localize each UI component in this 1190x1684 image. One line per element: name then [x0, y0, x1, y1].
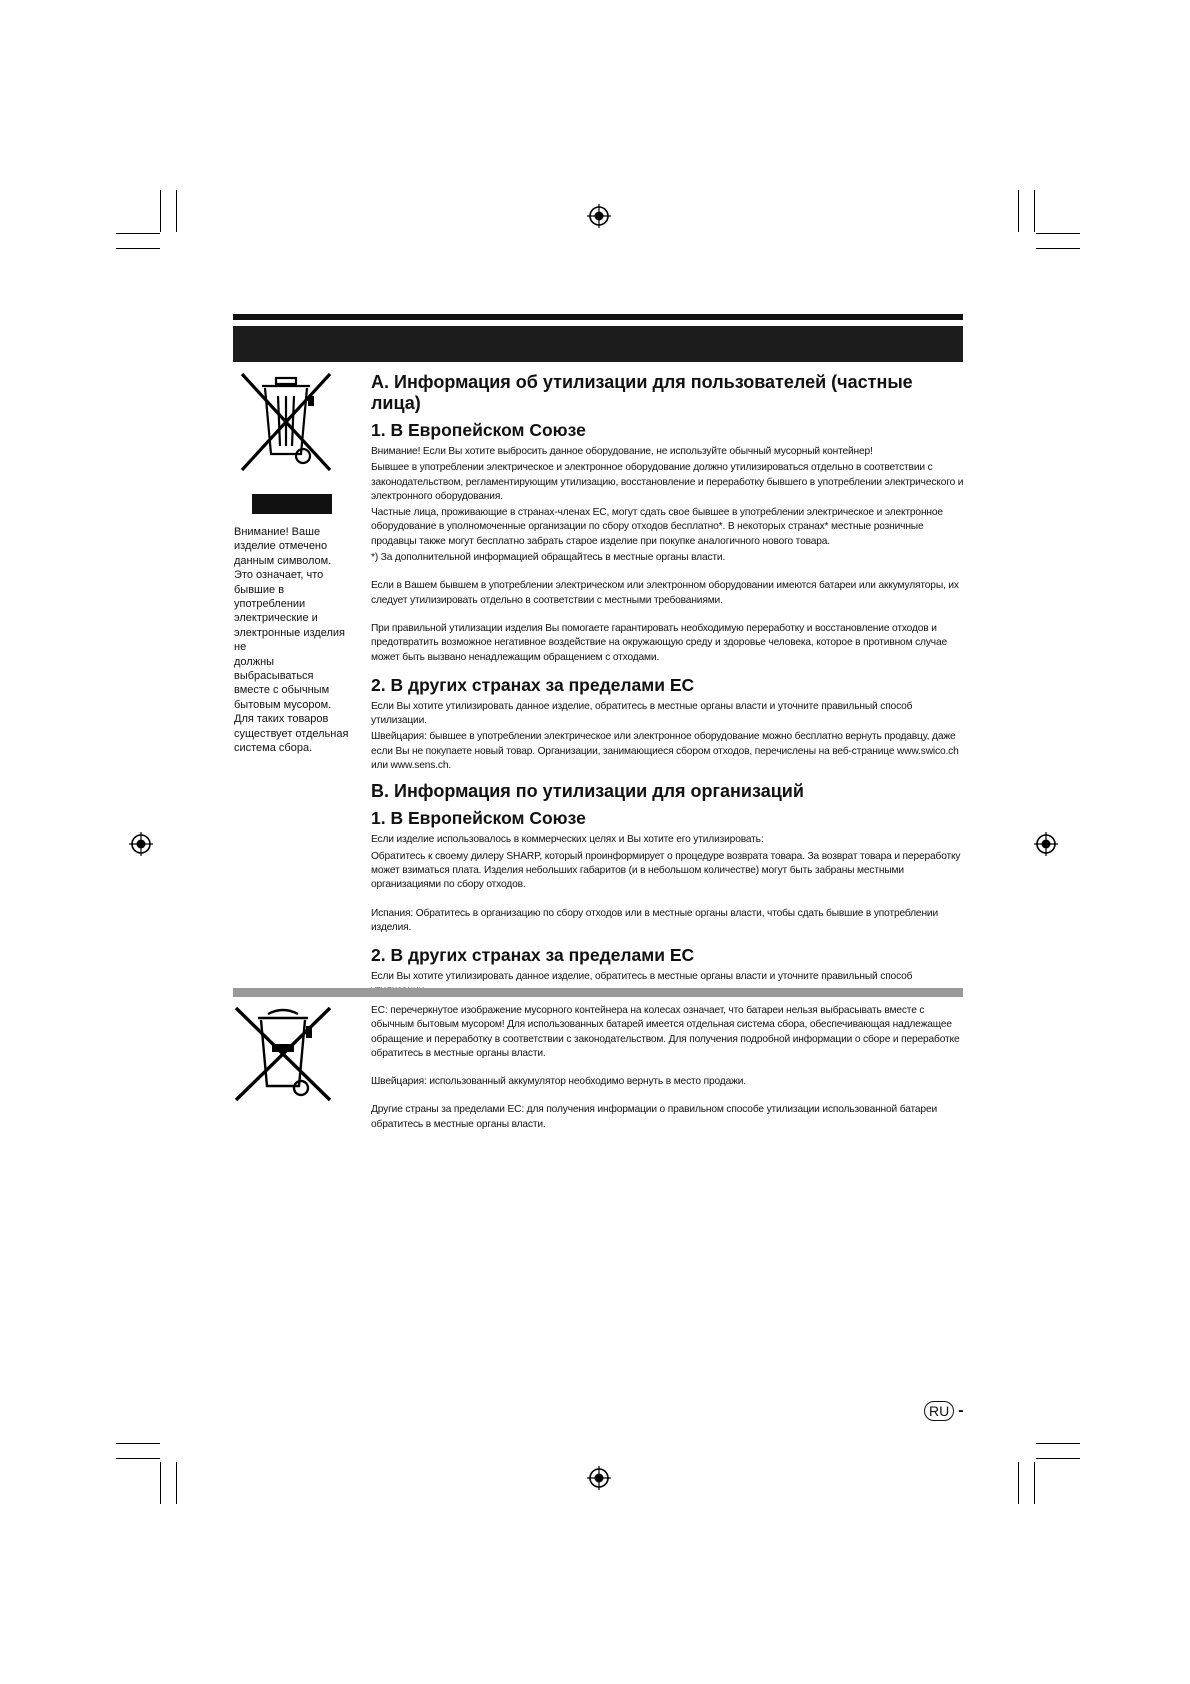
paragraph: Если Вы хотите утилизировать данное изделие, обратитесь в местные органы власти и уточните правильный способ утилизации. [371, 700, 913, 727]
header-bar [233, 326, 963, 362]
crop-mark [116, 233, 160, 234]
crop-mark [116, 1443, 160, 1444]
gray-divider [233, 988, 963, 997]
registration-mark-icon [1034, 832, 1058, 856]
language-badge: RU [924, 1401, 954, 1421]
battery-section [371, 1004, 967, 1134]
paragraph: Швейцария: использованный аккумулятор необходимо вернуть в место продажи. [371, 1076, 746, 1088]
registration-mark-icon [129, 832, 153, 856]
crop-mark [1036, 248, 1080, 249]
crossed-out-wheelie-bin-icon [232, 1004, 334, 1104]
top-rule [233, 314, 963, 320]
section-b-eu-heading: 1. В Европейском Союзе [371, 808, 586, 829]
crop-mark [116, 1458, 160, 1459]
crop-mark [160, 190, 161, 232]
section-b-other-heading: 2. В других странах за пределами ЕС [371, 945, 695, 966]
crop-mark [1034, 1462, 1035, 1504]
page-number-badge [924, 1401, 964, 1421]
black-label-bar [252, 494, 332, 514]
crop-mark [1036, 1443, 1080, 1444]
section-a-eu-heading: 1. В Европейском Союзе [371, 420, 586, 440]
sidebar-warning-text: Внимание! Ваше изделие отмечено данным символом. Это означает, что бывшие в употреблении электрические и электронные изделия не должны выбрасываться вместе с обычным бытовым мусором. Для таких товаров существует отдельная система сбора. [234, 526, 349, 755]
crossed-out-wheelie-bin-icon [238, 370, 334, 472]
section-a-other-heading: 2. В других странах за пределами ЕС [371, 674, 695, 695]
paragraph: Обратитесь к своему дилеру SHARP, который проинформирует о процедуре возврата товара. За возврат товара и переработку может взиматься плата. Изделия небольших габаритов (и в небольшом количестве) могут быть забраны местными организациями по сбору отходов. [371, 850, 961, 891]
registration-mark-icon [587, 1466, 611, 1490]
crop-mark [1018, 190, 1019, 232]
crop-mark [1034, 190, 1035, 232]
crop-mark [176, 1462, 177, 1504]
crop-mark [1036, 1458, 1080, 1459]
page-suffix: - [958, 1402, 964, 1419]
paragraph: *) За дополнительной информацией обращайтесь в местные органы власти. [371, 552, 726, 564]
crop-mark [1036, 233, 1080, 234]
paragraph: Швейцария: бывшее в употреблении электрическое или электронное оборудование можно бесплатно вернуть продавцу, даже если Вы не покупаете новый товар. Организации, занимающиеся сбором отходов, перечислены на веб-странице www.swico.ch или www.sens.ch. [371, 731, 959, 772]
crop-mark [176, 190, 177, 232]
paragraph: Если в Вашем бывшем в употреблении электрическом или электронном оборудовании имеются батареи или аккумуляторы, их следует утилизировать отдельно в соответствии с местными требованиями. [371, 580, 959, 606]
crop-mark [160, 1462, 161, 1504]
registration-mark-icon [587, 204, 611, 228]
section-b-heading: B. Информация по утилизации для организаций [371, 781, 804, 802]
paragraph: При правильной утилизации изделия Вы помогаете гарантировать необходимую переработку и восстановление отходов и предотвратить возможное негативное воздействие на окружающую среду и здоровье человека, которое в противном случае может быть вызвано ненадлежащим обращением с отходами. [371, 622, 947, 663]
paragraph: Частные лица, проживающие в странах-членах ЕС, могут сдать свое бывшее в употреблении электрическое и электронное оборудование в уполномоченные организации по сбору отходов бесплатно*. В некоторых странах* местные розничные продавцы также могут бесплатно забрать старое изделие при покупке аналогичного нового товара. [371, 507, 943, 547]
paragraph: Если изделие использовалось в коммерческих целях и Вы хотите его утилизировать: [371, 834, 764, 846]
paragraph: Бывшее в употреблении электрическое и электронное оборудование должно утилизироваться отдельно в соответствии с законодательством, регламентирующим утилизацию, восстановление и переработку бывшего в употреблении электрического и электронного оборудования. [371, 462, 964, 502]
paragraph: Если Вы хотите утилизировать данное изделие, обратитесь в местные органы власти и уточните правильный способ [371, 971, 913, 983]
crop-mark [1018, 1462, 1019, 1504]
section-a-heading: A. Информация об утилизации для пользователей (частные лица) [371, 372, 913, 413]
paragraph: Другие страны за пределами ЕС: для получения информации о правильном способе утилизации использованной батареи обратитесь в местные органы власти. [371, 1104, 938, 1130]
paragraph: Испания: Обратитесь в организацию по сбору отходов или в местные органы власти, чтобы сдать бывшие в употреблении изделия. [371, 907, 938, 933]
crop-mark [116, 248, 160, 249]
paragraph: Внимание! Если Вы хотите выбросить данное оборудование, не используйте обычный мусорный контейнер! [371, 446, 873, 457]
main-content [371, 372, 967, 1001]
paragraph: ЕС: перечеркнутое изображение мусорного контейнера на колесах означает, что батареи нельзя выбрасывать вместе с обычным бытовым мусором! Для использованных батарей имеется отдельная система сбора, обеспечивающая надлежащее обращение и переработку в соответствии с законодательством. Для получения подробной информации о сборе и переработке обратитесь в местные органы власти. [371, 1005, 960, 1059]
